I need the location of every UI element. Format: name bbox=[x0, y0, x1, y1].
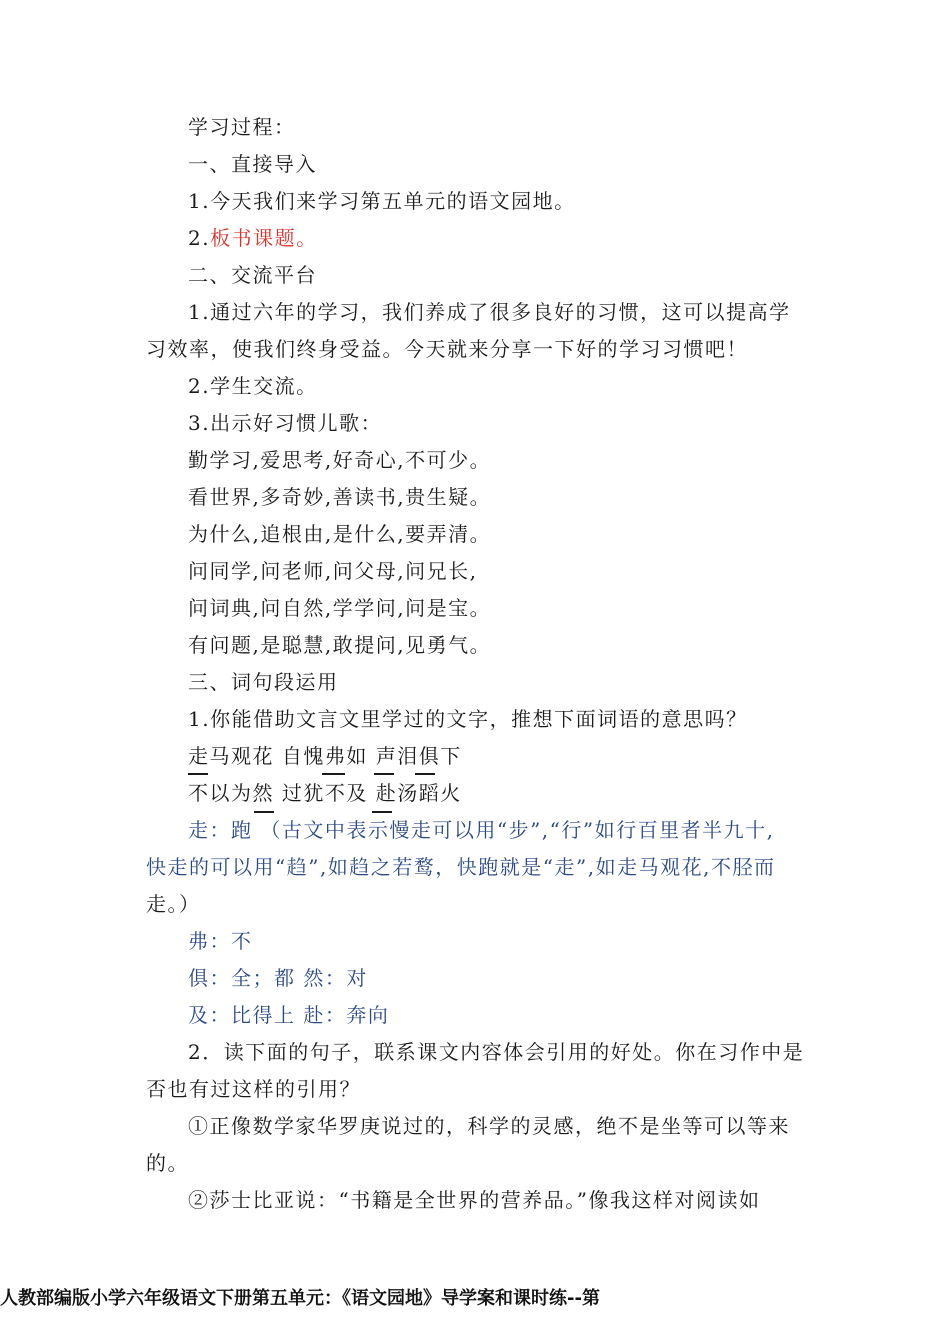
overline-mark bbox=[322, 773, 342, 775]
part-heading: 三、词句段运用 bbox=[188, 670, 339, 694]
overline-mark bbox=[372, 811, 392, 813]
annotation-line: 快走的可以用“趋”,如趋之若鹜，快跑就是“走”,如走马观花,不胫而 bbox=[146, 855, 776, 879]
definition: 俱：全；都 然：对 bbox=[188, 966, 368, 990]
page-footer: 人教部编版小学六年级语文下册第五单元：《语文园地》导学案和课时练--第 bbox=[0, 1288, 600, 1309]
word-list: 走马观花 自愧弗如 声泪俱下 bbox=[188, 744, 462, 768]
overline-mark bbox=[374, 773, 394, 775]
paragraph-line bbox=[188, 224, 318, 252]
paragraph-line: 2．读下面的句子，联系课文内容体会引用的好处。你在习作中是 bbox=[188, 1040, 805, 1064]
paragraph-line: 2.学生交流。 bbox=[188, 374, 318, 398]
paragraph-line: 否也有过这样的引用？ bbox=[146, 1077, 361, 1101]
paragraph-line: ②莎士比亚说：“书籍是全世界的营养品。”像我这样对阅读如 bbox=[188, 1188, 761, 1212]
paragraph-line: 1.通过六年的学习，我们养成了很多良好的习惯，这可以提高学 bbox=[188, 300, 791, 324]
word-list: 不以为然 过犹不及 赴汤蹈火 bbox=[188, 781, 462, 805]
annotation-line: 走。） bbox=[146, 892, 201, 916]
paragraph-line: 的。 bbox=[146, 1151, 189, 1175]
part-heading: 二、交流平台 bbox=[188, 263, 317, 287]
definition: 弗：不 bbox=[188, 929, 253, 953]
overline-mark bbox=[254, 811, 274, 813]
overline-mark bbox=[188, 773, 208, 775]
overline-mark bbox=[415, 773, 435, 775]
paragraph-line: 1.今天我们来学习第五单元的语文园地。 bbox=[188, 189, 576, 213]
rhyme-line: 问同学,问老师,问父母,问兄长, bbox=[188, 559, 478, 583]
definition: 及：比得上 赴：奔向 bbox=[188, 1003, 390, 1027]
rhyme-line: 勤学习,爱思考,好奇心,不可少。 bbox=[188, 448, 492, 472]
definition: 走：跑 bbox=[188, 818, 261, 842]
paragraph-line: 习效率，使我们终身受益。今天就来分享一下好的学习习惯吧！ bbox=[146, 337, 748, 361]
part-heading: 一、直接导入 bbox=[188, 152, 317, 176]
section-heading: 学习过程： bbox=[188, 115, 296, 139]
paragraph-line: 1.你能借助文言文里学过的文字，推想下面词语的意思吗？ bbox=[188, 707, 748, 731]
paragraph-line: ①正像数学家华罗庚说过的，科学的灵感，绝不是坐等可以等来 bbox=[188, 1114, 790, 1138]
item-number: 2. bbox=[188, 226, 211, 250]
rhyme-line: 问词典,问自然,学学问,问是宝。 bbox=[188, 596, 492, 620]
rhyme-line: 看世界,多奇妙,善读书,贵生疑。 bbox=[188, 485, 492, 509]
red-note: 板书课题。 bbox=[210, 226, 318, 250]
annotation-line bbox=[188, 816, 774, 844]
rhyme-line: 有问题,是聪慧,敢提问,见勇气。 bbox=[188, 633, 492, 657]
rhyme-line: 为什么,追根由,是什么,要弄清。 bbox=[188, 522, 492, 546]
definition-explanation: （古文中表示慢走可以用“步”,“行”如行百里者半九十, bbox=[260, 818, 775, 842]
paragraph-line: 3.出示好习惯儿歌： bbox=[188, 411, 383, 435]
